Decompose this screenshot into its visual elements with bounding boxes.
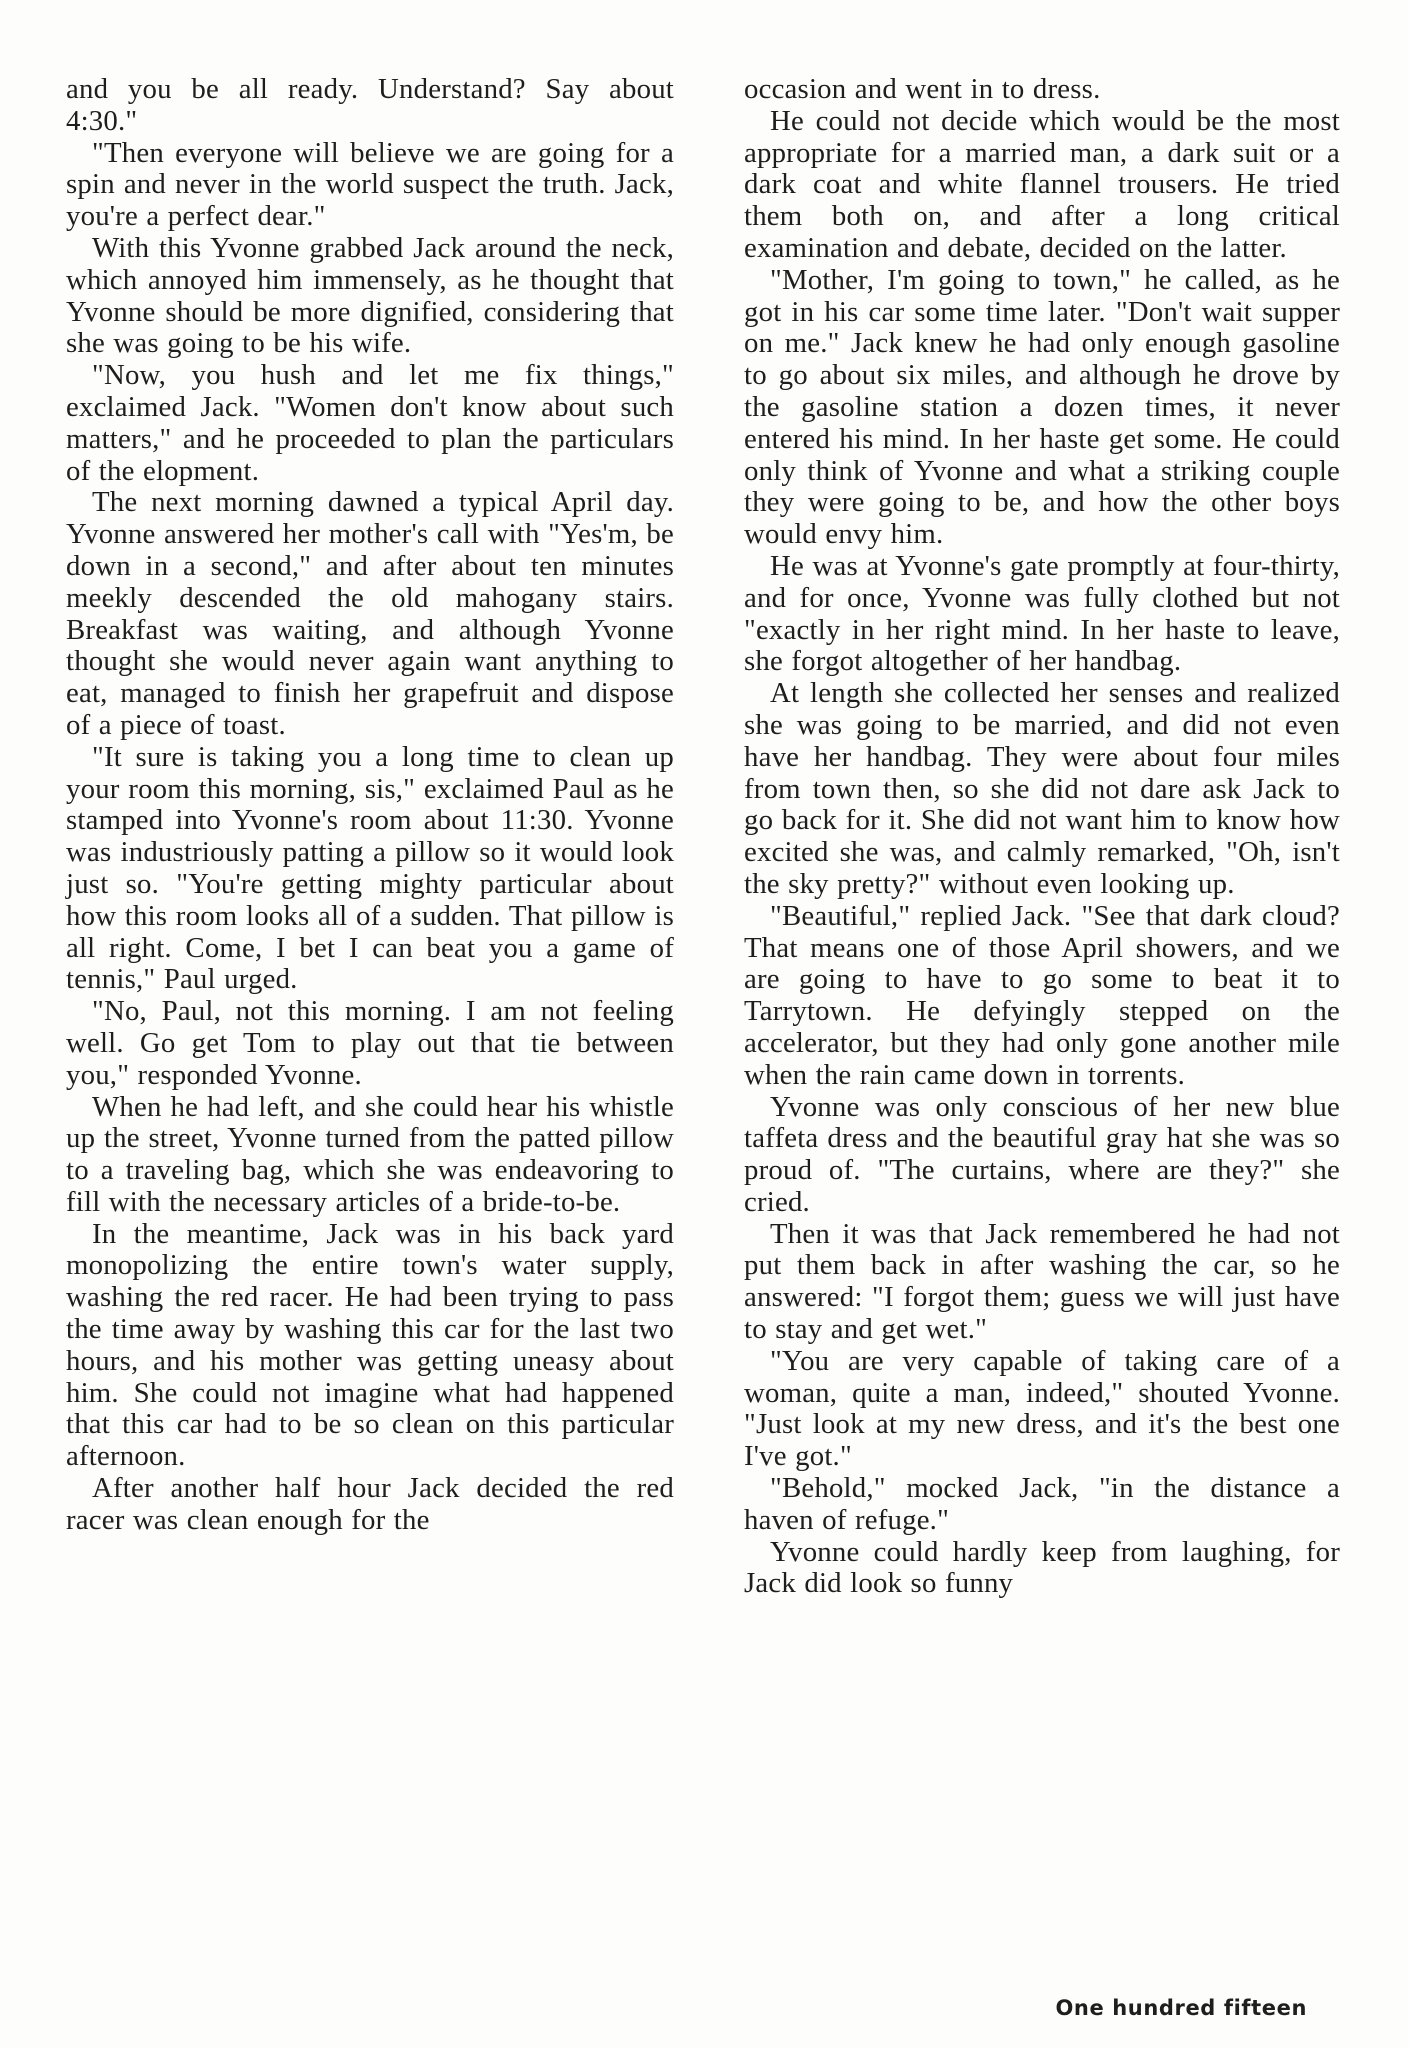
paragraph: occasion and went in to dress. [744,73,1101,105]
paragraph: "Now, you hush and let me fix things," exclaimed Jack. "Women don't know about such matters," and he proceeded to plan the particulars of the elopment. [66,359,674,487]
paragraph: Yvonne could hardly keep from laughing, for Jack did look so funny [744,1535,1340,1600]
paragraph: "No, Paul, not this morning. I am not feeling well. Go get Tom to play out that tie between you," responded Yvonne. [66,995,674,1091]
paragraph: The next morning dawned a typical April day. Yvonne answered her mother's call with "Yes'm, be down in a second," and after about ten minutes meekly descended the old mahogany stairs. Breakfast was waiting, and although Yvonne thought she would never again want anything to eat, managed to finish her grapefruit and dispose of a piece of toast. [66,486,674,741]
left-text-column [66,74,674,1537]
paragraph: He was at Yvonne's gate promptly at four-thirty, and for once, Yvonne was fully clothed but not "exactly in her right mind. In her haste to leave, she forgot altogether of her handbag. [744,549,1340,678]
paragraph: "Beautiful," replied Jack. "See that dark cloud? That means one of those April showers, and we are going to have to go some to beat it to Tarrytown. He defyingly stepped on the accelerator, but they had only gone another mile when the rain came down in torrents. [744,899,1340,1091]
right-text-column [744,74,1340,1600]
paragraph: Yvonne was only conscious of her new blue taffeta dress and the beautiful gray hat she was so proud of. "The curtains, where are they?" she cried. [744,1090,1340,1218]
paragraph: "It sure is taking you a long time to clean up your room this morning, sis," exclaimed Paul as he stamped into Yvonne's room about 11:30. Yvonne was industriously patting a pillow so it would look just so. "You're getting mighty particular about how this room looks all of a sudden. That pillow is all right. Come, I bet I can beat you a game of tennis," Paul urged. [66,740,674,996]
paragraph: In the meantime, Jack was in his back yard monopolizing the entire town's water supply, washing the red racer. He had been trying to pass the time away by washing this car for the last two hours, and his mother was getting uneasy about him. She could not imagine what had happened that this car had to be so clean on this particular afternoon. [66,1217,674,1473]
paragraph: "Mother, I'm going to town," he called, as he got in his car some time later. "Don't wait supper on me." Jack knew he had only enough gasoline to go about six miles, and although he drove by the gasoline station a dozen times, it never entered his mind. In her haste get some. He could only think of Yvonne and what a striking couple they were going to be, and how the other boys would envy him. [744,263,1340,551]
paragraph: When he had left, and she could hear his whistle up the street, Yvonne turned from the patted pillow to a traveling bag, which she was endeavoring to fill with the necessary articles of a bride-to-be. [66,1090,674,1218]
paragraph: and you be all ready. Understand? Say about 4:30." [66,73,674,137]
paragraph: At length she collected her senses and realized she was going to be married, and did not even have her handbag. They were about four miles from town then, so she did not dare ask Jack to go back for it. She did not want him to know how excited she was, and calmly remarked, "Oh, isn't the sky pretty?" without even looking up. [744,677,1340,900]
paragraph: After another half hour Jack decided the red racer was clean enough for the [66,1472,674,1536]
page-number-footer: One hundred fifteen [1055,1996,1307,2020]
paragraph: Then it was that Jack remembered he had not put them back in after washing the car, so he answered: "I forgot them; guess we will just have to stay and get wet." [744,1217,1340,1346]
paragraph: "Then everyone will believe we are going for a spin and never in the world suspect the truth. Jack, you're a perfect dear." [66,136,674,233]
paragraph: With this Yvonne grabbed Jack around the neck, which annoyed him immensely, as he thought that Yvonne should be more dignified, considering that she was going to be his wife. [66,231,674,360]
paragraph: He could not decide which would be the most appropriate for a married man, a dark suit or a dark coat and white flannel trousers. He tried them both on, and after a long critical examination and debate, decided on the latter. [744,104,1340,264]
paragraph: "You are very capable of taking care of a woman, quite a man, indeed," shouted Yvonne. "Just look at my new dress, and it's the best one I've got." [744,1344,1340,1473]
paragraph: "Behold," mocked Jack, "in the distance a haven of refuge." [744,1472,1340,1536]
